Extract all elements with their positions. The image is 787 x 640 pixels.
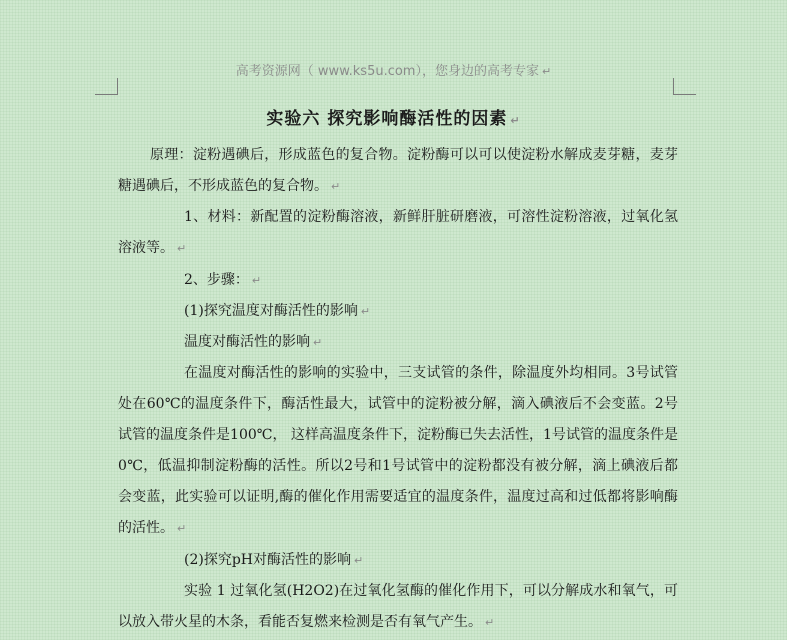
- paragraph-text: 1、材料：新配置的淀粉酶溶液，新鲜肝脏研磨液，可溶性淀粉溶液，过氧化氢溶液等。: [118, 209, 678, 256]
- document-title: [0, 104, 787, 129]
- paragraph-mark: ↵: [251, 274, 262, 287]
- section-heading-temperature: [118, 296, 678, 327]
- paragraph-text: 2、步骤：: [184, 272, 249, 288]
- paragraph-mark: ↵: [177, 522, 187, 535]
- paragraph-materials: [118, 202, 678, 264]
- paragraph-experiment-1: [118, 576, 678, 638]
- section-heading-ph: [118, 545, 678, 576]
- paragraph-text: 原理：淀粉遇碘后，形成蓝色的复合物。淀粉酶可以可以使淀粉水解成麦芽糖，麦芽糖遇碘后，不形成蓝色的复合物。: [118, 147, 678, 194]
- paragraph-mark: ↵: [485, 616, 495, 629]
- paragraph-mark: ↵: [331, 180, 341, 193]
- paragraph-temperature-experiment: [118, 358, 678, 544]
- header-text: 高考资源网（ www.ks5u.com），您身边的高考专家: [235, 64, 539, 79]
- paragraph-mark: ↵: [177, 242, 187, 255]
- paragraph-mark: ↵: [541, 65, 552, 78]
- title-text: 实验六 探究影响酶活性的因素: [266, 109, 508, 129]
- paragraph-mark: ↵: [510, 114, 521, 127]
- paragraph-text: 在温度对酶活性的影响的实验中，三支试管的条件，除温度外均相同。3号试管处在60℃的温度条件下，酶活性最大，试管中的淀粉被分解，滴入碘液后不会变蓝。2号试管的温度条件是100℃， 这样高温度条件下，淀粉酶已失去活性，1号试管的温度条件是0℃，低温抑制淀粉酶的活性。所以2号和1号试管中的淀粉都没有被分解，滴上碘液后都会变蓝，此实验可以证明,酶的催化作用需要适宜的温度条件，温度过高和过低都将影响酶的活性。: [118, 365, 678, 536]
- paragraph-text: (1)探究温度对酶活性的影响: [184, 303, 358, 319]
- paragraph-text: (2)探究pH对酶活性的影响: [184, 552, 352, 568]
- paragraph-principle: [118, 140, 678, 202]
- page-header: [0, 60, 787, 79]
- paragraph-text: 温度对酶活性的影响: [184, 334, 310, 350]
- paragraph-steps: [118, 265, 678, 296]
- crop-mark-left: [95, 78, 118, 95]
- paragraph-text: 实验 1 过氧化氢(H2O2)在过氧化氢酶的催化作用下，可以分解成水和氧气，可以放入带火星的木条，看能否复燃来检测是否有氧气产生。: [118, 583, 678, 630]
- subheading-temperature-effect: [118, 327, 678, 358]
- paragraph-mark: ↵: [354, 554, 364, 567]
- paragraph-mark: ↵: [360, 305, 371, 318]
- crop-mark-right: [673, 78, 696, 95]
- paragraph-mark: ↵: [313, 336, 323, 349]
